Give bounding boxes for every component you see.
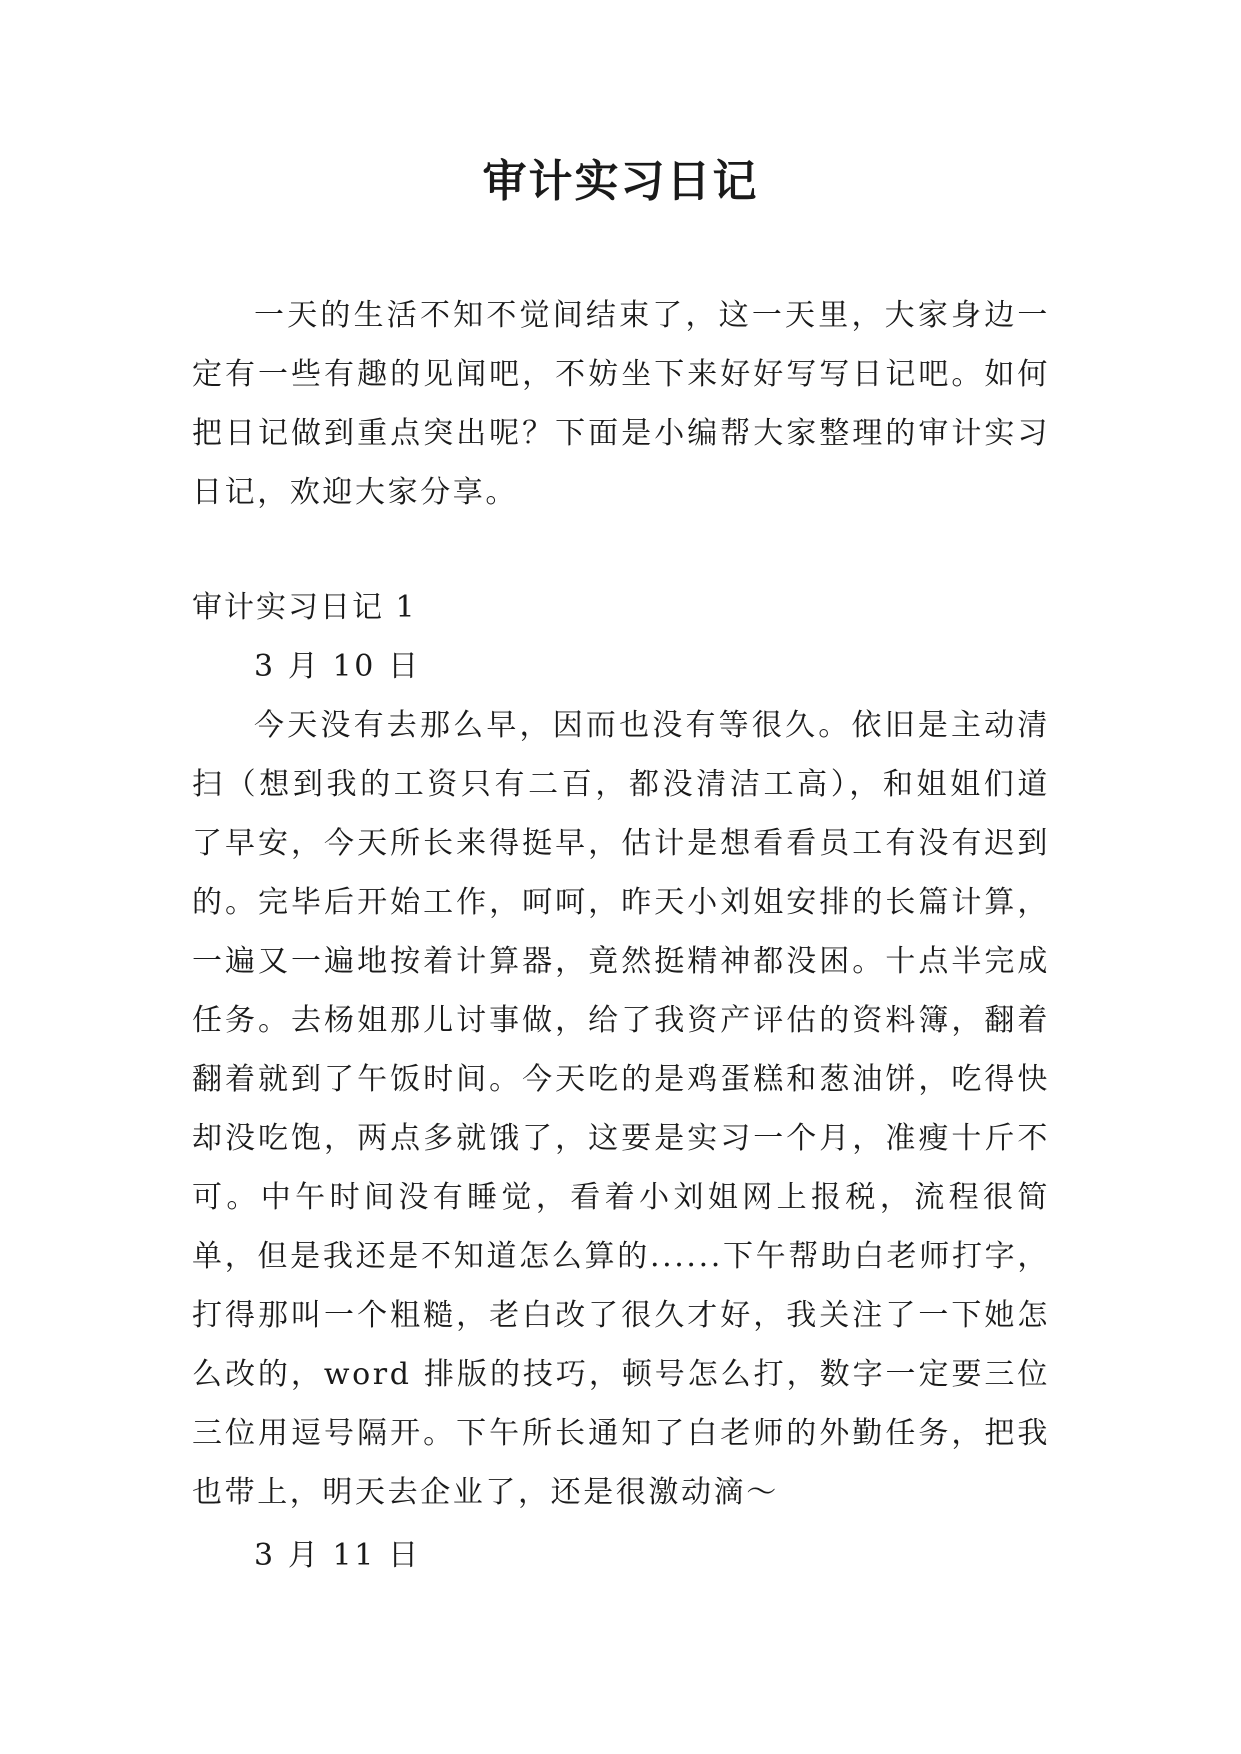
entry-body: 今天没有去那么早，因而也没有等很久。依旧是主动清扫（想到我的工资只有二百，都没清洁工高），和姐姐们道了早安，今天所长来得挺早，估计是想看看员工有没有迟到的。完毕后开始工作，呵呵，昨天小刘姐安排的长篇计算，一遍又一遍地按着计算器，竟然挺精神都没困。十点半完成任务。去杨姐那儿讨事做，给了我资产评估的资料簿，翻着翻着就到了午饭时间。今天吃的是鸡蛋糕和葱油饼，吃得快却没吃饱，两点多就饿了，这要是实习一个月，准瘦十斤不可。中午时间没有睡觉，看着小刘姐网上报税，流程很简单，但是我还是不知道怎么算的......下午帮助白老师打字，打得那叫一个粗糙，老白改了很久才好，我关注了一下她怎么改的，word 排版的技巧，顿号怎么打，数字一定要三位三位用逗号隔开。下午所长通知了白老师的外勤任务，把我也带上，明天去企业了，还是很激动滴～	[192, 708, 1050, 1510]
intro-paragraph: 一天的生活不知不觉间结束了，这一天里，大家身边一定有一些有趣的见闻吧，不妨坐下来好好写写日记吧。如何把日记做到重点突出呢？下面是小编帮大家整理的审计实习日记，欢迎大家分享。	[192, 298, 1050, 510]
entry-date: 3 月 11 日	[254, 1538, 421, 1573]
entry-date: 3 月 10 日	[254, 649, 421, 684]
section-heading: 审计实习日记 1	[192, 590, 417, 625]
document-title: 审计实习日记	[482, 156, 759, 207]
